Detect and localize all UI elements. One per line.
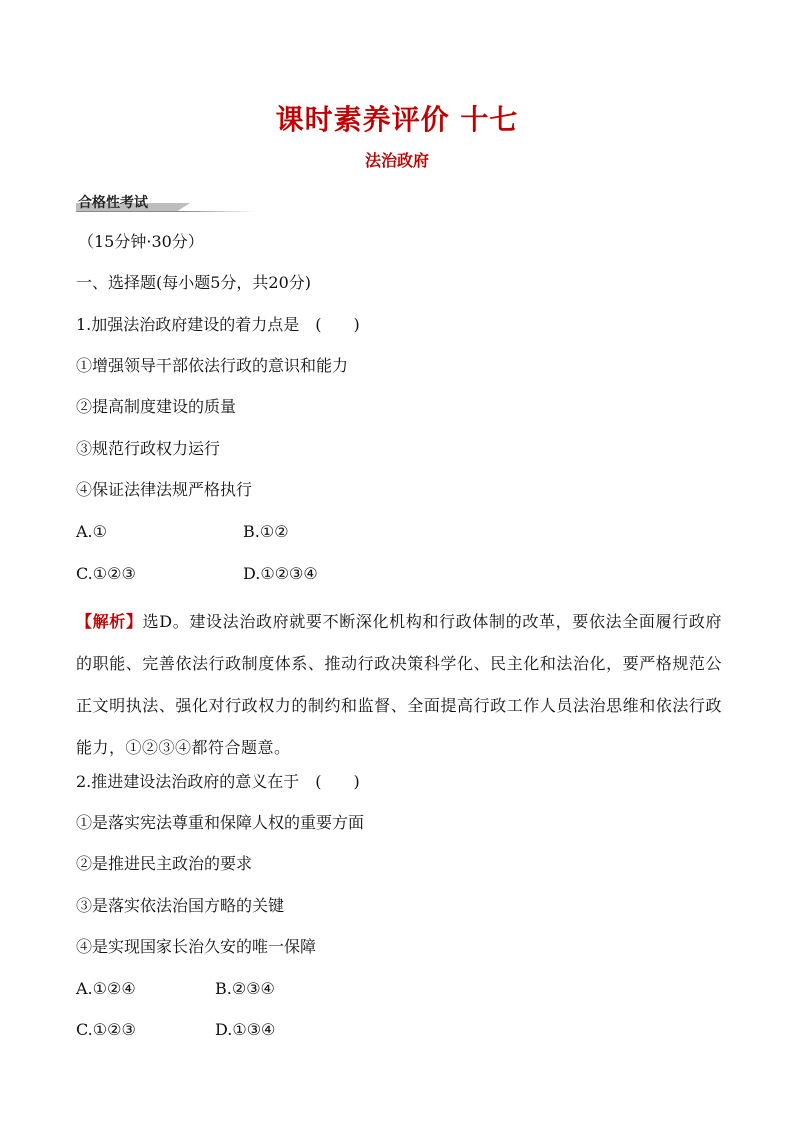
question-1-option-a: A.① [76, 522, 107, 541]
question-2-option-a: A.①②④ [76, 979, 136, 998]
question-1-option-d: D.①②③④ [243, 564, 318, 583]
section-tag [76, 191, 256, 213]
question-2-item-4: ④是实现国家长治久安的唯一保障 [76, 937, 317, 956]
analysis-block [76, 601, 722, 769]
question-2-item-3: ③是落实依法治国方略的关键 [76, 896, 285, 915]
question-2-option-c: C.①②③ [76, 1020, 136, 1039]
question-2-stem: 2.推进建设法治政府的意义在于 ( ) [76, 772, 360, 791]
question-1-stem: 1.加强法治政府建设的着力点是 ( ) [76, 315, 360, 334]
question-1-item-2: ②提高制度建设的质量 [76, 397, 237, 416]
analysis-text: 选D。建设法治政府就要不断深化机构和行政体制的改革，要依法全面履行政府的职能、完善依法行政制度体系、推动行政决策科学化、民主化和法治化，要严格规范公正文明执法、强化对行政权力的制约和监督、全面提高行政工作人员法治思维和依法行政能力，①②③④都符合题意。 [76, 612, 722, 757]
question-2-item-2: ②是推进民主政治的要求 [76, 854, 253, 873]
question-1-item-3: ③规范行政权力运行 [76, 439, 221, 458]
page-title: 课时素养评价 十七 [275, 103, 519, 136]
page-subtitle: 法治政府 [364, 151, 429, 170]
time-score: （15分钟·30分） [78, 232, 204, 251]
part-heading: 一、选择题(每小题5分，共20分) [76, 273, 312, 292]
question-1-item-1: ①增强领导干部依法行政的意识和能力 [76, 356, 349, 375]
section-tag-label: 合格性考试 [78, 195, 148, 211]
analysis-tag: 【解析】 [76, 612, 143, 631]
question-1-option-c: C.①②③ [76, 564, 136, 583]
question-2-option-d: D.①③④ [215, 1020, 276, 1039]
question-2-item-1: ①是落实宪法尊重和保障人权的重要方面 [76, 813, 365, 832]
question-2-option-b: B.②③④ [215, 979, 275, 998]
question-1-item-4: ④保证法律法规严格执行 [76, 480, 253, 499]
question-1-option-b: B.①② [243, 522, 289, 541]
